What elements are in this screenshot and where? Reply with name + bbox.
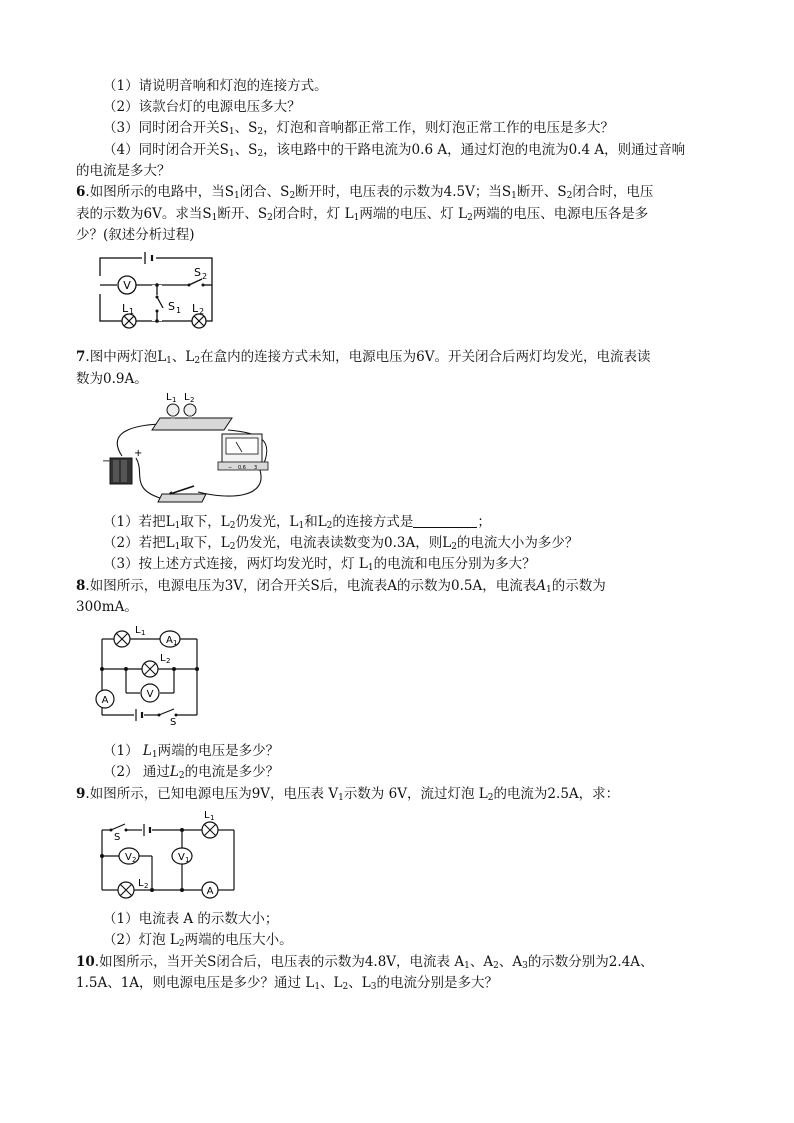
svg-text:A: A <box>101 695 109 706</box>
q6-circuit-diagram <box>92 248 222 334</box>
svg-text:1: 1 <box>172 396 177 404</box>
q9-circuit-diagram <box>92 806 242 902</box>
svg-text:1: 1 <box>176 306 182 315</box>
q8-line-2: 300mA。 <box>76 599 138 615</box>
svg-text:2: 2 <box>199 307 205 316</box>
svg-text:1: 1 <box>173 639 178 647</box>
answer-blank[interactable] <box>413 513 477 528</box>
q9-line-1: 9.如图所示，已知电源电压为9V，电压表 $V_1$示数为 6V，流过灯泡 $L_2$的电流为2.5A，求： <box>76 786 620 803</box>
svg-text:V: V <box>125 852 132 863</box>
svg-text:1: 1 <box>129 307 135 316</box>
svg-text:A: A <box>206 886 214 897</box>
svg-text:S: S <box>170 717 177 725</box>
svg-text:3: 3 <box>254 465 258 471</box>
q8-part-1: （1） $L_1$两端的电压是多少？ <box>103 743 280 760</box>
q7-part-3: （3）按上述方式连接，两灯均发光时，灯 $L_1$的电流和电压分别为多大？ <box>103 556 536 573</box>
q5-part-4-cont: 的电流是多大？ <box>76 163 171 179</box>
svg-text:1: 1 <box>141 629 146 637</box>
q6-line-3: 少？(叙述分析过程) <box>76 227 195 243</box>
svg-text:L: L <box>192 302 199 315</box>
bulb-l1-icon <box>167 404 179 416</box>
q7-apparatus-figure <box>100 388 275 506</box>
q6-line-1: 6.如图所示的电路中，当$S_1$闭合、$S_2$断开时，电压表的示数为4.5V；当$S_1$断开、$S_2$闭合时，电压 <box>76 184 654 201</box>
q5-part-4: （4）同时闭合开关$S_1$、$S_2$，该电路中的干路电流为0.6 A，通过灯泡的电流为0.4 A，则通过音响 <box>103 142 686 159</box>
bulb-l2-icon <box>184 404 196 416</box>
svg-text:L: L <box>138 878 144 889</box>
q5-part-3: （3）同时闭合开关$S_1$、$S_2$，灯泡和音响都正常工作，则灯泡正常工作的电压是多大？ <box>103 120 615 137</box>
q7-part-1: （1）若把$L_1$取下，$L_2$仍发光，$L_1$和$L_2$的连接方式是 ； <box>103 514 491 531</box>
svg-text:2: 2 <box>166 657 171 665</box>
svg-text:L: L <box>166 392 172 403</box>
q10-line-1: 10.如图所示，当开关S闭合后，电压表的示数为4.8V，电流表 $A_1$、$A_2$、$A_3$的示数分别为2.4A、 <box>76 954 654 971</box>
svg-text:L: L <box>204 810 210 821</box>
svg-text:S: S <box>194 266 201 279</box>
svg-text:2: 2 <box>190 396 195 404</box>
svg-text:−: − <box>228 465 233 471</box>
q8-line-1: 8.如图所示，电源电压为3V，闭合开关S后，电流表A的示数为0.5A，电流表$A_1$的示数为 <box>76 578 606 595</box>
svg-text:1: 1 <box>210 814 215 822</box>
switch-s-icon <box>159 709 174 715</box>
q9-part-2: （2）灯泡 $L_2$两端的电压大小。 <box>103 932 293 949</box>
svg-text:2: 2 <box>202 272 208 281</box>
knife-switch-icon <box>158 494 206 502</box>
svg-text:2: 2 <box>144 882 149 890</box>
svg-text:−: − <box>102 456 111 467</box>
q10-line-2: 1.5A、1A，则电源电压是多少？通过 $L_1$、$L_2$、$L_3$的电流分别是多大？ <box>76 975 498 992</box>
q7-line-2: 数为0.9A。 <box>76 371 148 387</box>
q5-part-2: （2）该款台灯的电源电压多大？ <box>103 99 301 115</box>
svg-text:A: A <box>166 635 173 646</box>
switch-s-icon <box>111 824 125 830</box>
svg-text:L: L <box>135 625 141 636</box>
q8-part-2: （2） 通过$L_2$的电流是多少？ <box>103 764 280 781</box>
q6-line-2: 表的示数为6V。求当$S_1$断开、$S_2$闭合时，灯 $L_1$两端的电压、灯 $L_2$两端的电压、电源电压各是多 <box>76 206 649 223</box>
q8-circuit-diagram <box>92 621 204 725</box>
q9-part-1: （1）电流表 A 的示数大小； <box>103 911 279 927</box>
q5-part-1: （1）请说明音响和灯泡的连接方式。 <box>103 78 328 94</box>
svg-text:V: V <box>178 852 185 863</box>
svg-text:L: L <box>184 392 190 403</box>
svg-text:2: 2 <box>132 856 137 864</box>
svg-text:V: V <box>146 689 154 700</box>
svg-text:L: L <box>160 653 166 664</box>
svg-text:1: 1 <box>185 856 190 864</box>
svg-text:S: S <box>168 300 175 313</box>
svg-text:0.6: 0.6 <box>238 465 246 471</box>
svg-text:+: + <box>134 448 143 459</box>
q7-line-1: 7.图中两灯泡$L_1$、$L_2$在盒内的连接方式未知，电源电压为6V。开关闭合后两灯均发光，电流表读 <box>76 349 651 366</box>
svg-text:V: V <box>123 279 131 292</box>
svg-text:L: L <box>122 302 129 315</box>
svg-text:S: S <box>114 832 121 843</box>
lamp-board-icon <box>152 418 232 430</box>
q7-part-2: （2）若把$L_1$取下，$L_2$仍发光，电流表读数变为0.3A，则$L_2$的电流大小为多少？ <box>103 535 579 552</box>
